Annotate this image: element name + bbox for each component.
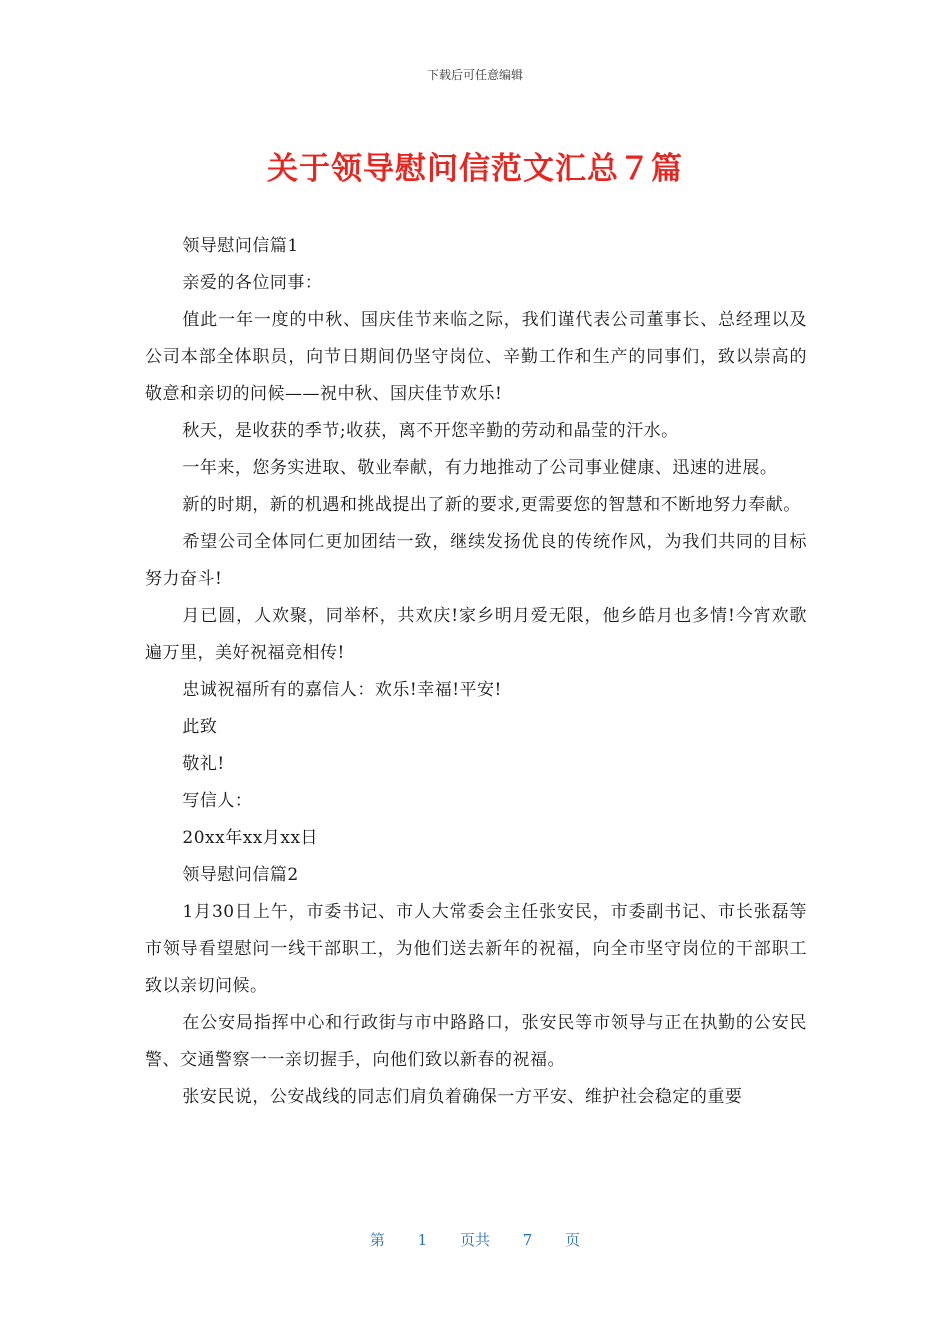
section-heading: 领导慰问信篇1 [182,236,299,256]
paragraph: 张安民说，公安战线的同志们肩负着确保一方平安、维护社会稳定的重要 [182,1087,743,1107]
section-heading: 领导慰问信篇2 [182,865,299,885]
paragraph: 一年来，您务实进取、敬业奉献，有力地推动了公司事业健康、迅速的进展。 [182,458,778,478]
footer-middle: 页共 [459,1231,490,1249]
document-body [145,228,807,1116]
paragraph: 忠诚祝福所有的嘉信人：欢乐!幸福!平安! [182,680,502,700]
paragraph: 秋天，是收获的季节;收获，离不开您辛勤的劳动和晶莹的汗水。 [182,421,679,441]
paragraph: 希望公司全体同仁更加团结一致，继续发扬优良的传统作风，为我们共同的目标努力奋斗! [145,532,807,589]
page-footer [0,1229,950,1250]
footer-total-pages: 7 [522,1231,533,1249]
footer-page-number: 1 [417,1231,428,1249]
footer-prefix: 第 [369,1231,385,1249]
closing: 敬礼! [182,754,225,774]
document-title: 关于领导慰问信范文汇总７篇 [267,151,683,187]
header-note: 下载后可任意编辑 [426,68,523,82]
paragraph: 值此一年一度的中秋、国庆佳节来临之际，我们谨代表公司董事长、总经理以及公司本部全体职员，向节日期间仍坚守岗位、辛勤工作和生产的同事们，致以崇高的敬意和亲切的问候——祝中秋、国庆佳节欢乐! [145,310,807,404]
date: 20xx年xx月xx日 [182,828,319,848]
paragraph: 1月30日上午，市委书记、市人大常委会主任张安民，市委副书记、市长张磊等市领导看望慰问一线干部职工，为他们送去新年的祝福，向全市坚守岗位的干部职工致以亲切问候。 [145,902,807,996]
signature: 写信人： [182,791,253,811]
paragraph: 新的时期，新的机遇和挑战提出了新的要求,更需要您的智慧和不断地努力奉献。 [182,495,801,515]
paragraph: 在公安局指挥中心和行政街与市中路路口，张安民等市领导与正在执勤的公安民警、交通警察一一亲切握手，向他们致以新春的祝福。 [145,1013,807,1070]
closing: 此致 [182,717,218,737]
salutation: 亲爱的各位同事： [182,273,323,293]
paragraph: 月已圆，人欢聚，同举杯，共欢庆!家乡明月爱无限，他乡皓月也多情!今宵欢歌遍万里，美好祝福竞相传! [145,606,807,663]
footer-suffix: 页 [565,1231,581,1249]
